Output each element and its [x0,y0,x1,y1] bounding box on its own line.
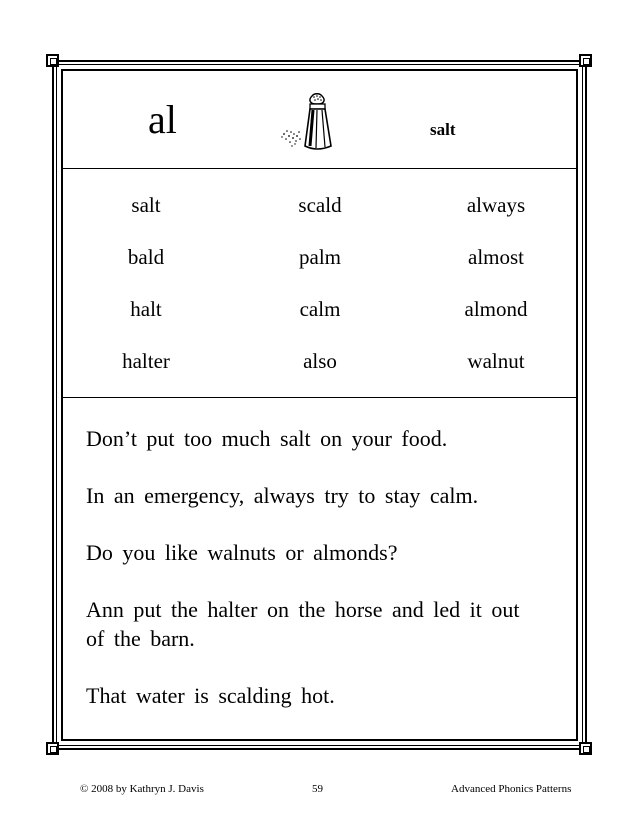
border-corner-top-left [46,54,59,67]
sentence: Do you like walnuts or almonds? [86,540,398,565]
divider-bottom [63,397,576,398]
sentence: In an emergency, always try to stay calm. [86,483,479,508]
salt-shaker-icon [276,86,348,158]
word-col3-row1: always [466,193,526,217]
border-corner-top-right [579,54,592,67]
word-col1-row2: bald [127,245,165,269]
word-col3-row4: walnut [467,349,525,373]
sentence: Ann put the halter on the horse and led it out of the barn. [86,597,520,651]
divider-top [63,168,576,169]
border-corner-bottom-left [46,742,59,755]
word-col3-row3: almond [464,297,528,321]
keyword-label: salt [430,120,456,139]
word-col3-row2: almost [468,245,524,269]
word-col2-row2: palm [299,245,341,269]
footer-book-title: Advanced Phonics Patterns [451,783,572,795]
sentence: That water is scalding hot. [86,683,335,708]
word-col2-row4: also [303,349,337,373]
word-col1-row1: salt [131,193,161,217]
practice-sentences [86,424,556,738]
footer-page-number: 59 [312,783,323,795]
sentence: Don’t put too much salt on your food. [86,426,448,451]
word-col2-row3: calm [299,297,341,321]
word-col1-row3: halt [130,297,162,321]
word-col1-row4: halter [122,349,170,373]
border-corner-bottom-right [579,742,592,755]
footer-copyright: © 2008 by Kathryn J. Davis [80,783,204,795]
word-col2-row1: scald [298,193,342,217]
phonics-pattern-title: al [148,97,177,142]
